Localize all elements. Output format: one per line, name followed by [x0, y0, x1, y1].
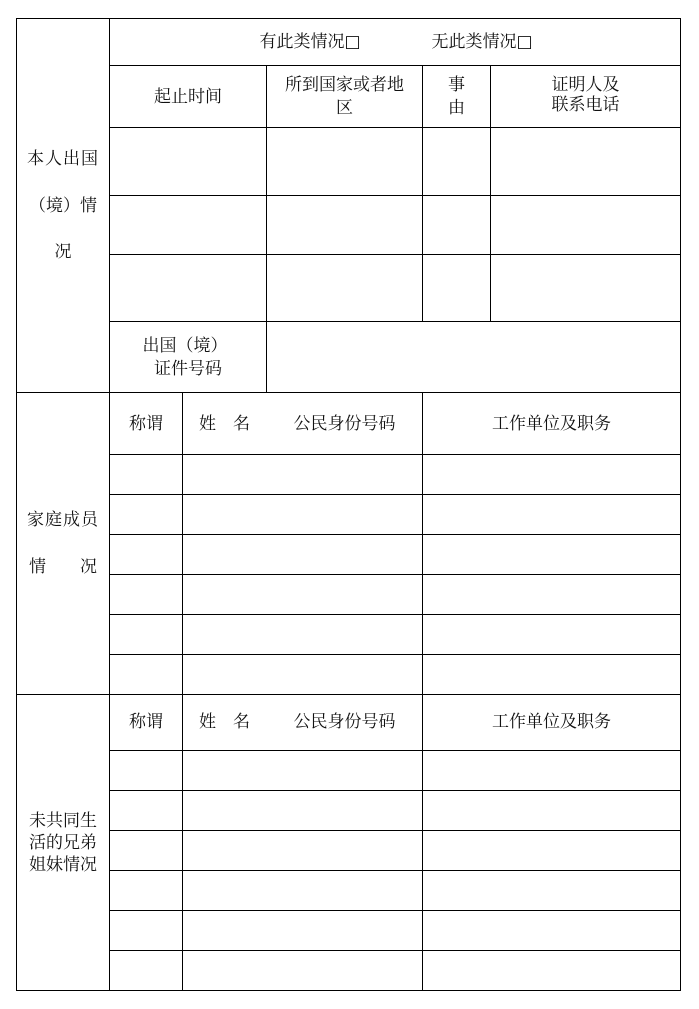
family-row-4[interactable]	[110, 575, 680, 614]
family-row-1[interactable]	[110, 455, 680, 494]
header-witness-line1: 证明人及	[551, 75, 620, 95]
siblings-header-employer: 工作单位及职务	[492, 712, 611, 732]
table-border-bottom	[16, 990, 681, 991]
section-label-abroad-line1: 本人出国	[27, 149, 99, 169]
section-divider	[16, 694, 681, 695]
header-witness-line2: 联系电话	[551, 95, 620, 115]
passport-label-line2: 证件号码	[154, 359, 222, 379]
siblings-row-4[interactable]	[110, 871, 680, 910]
section-divider	[16, 392, 681, 393]
abroad-row-1-destination[interactable]	[267, 128, 422, 195]
header-destination-line1: 所到国家或者地	[285, 75, 404, 95]
abroad-row-1-witness[interactable]	[491, 128, 680, 195]
abroad-row-3-period[interactable]	[110, 255, 266, 321]
section-label-family-line1: 家庭成员	[27, 510, 99, 530]
table-border-right	[680, 18, 681, 991]
status-yes-checkbox[interactable]: 有此类情况□	[259, 32, 361, 52]
table-border-top	[16, 18, 681, 19]
abroad-row-1-reason[interactable]	[423, 128, 490, 195]
family-header-name: 姓 名	[199, 414, 250, 434]
section-label-abroad-line3: 况	[54, 242, 72, 262]
siblings-row-5[interactable]	[110, 911, 680, 950]
header-reason-line1: 事	[448, 75, 465, 95]
passport-label-line1: 出国（境）	[142, 336, 228, 356]
abroad-row-2-reason[interactable]	[423, 196, 490, 254]
status-no-checkbox[interactable]: 无此类情况□	[431, 32, 533, 52]
abroad-row-1-period[interactable]	[110, 128, 266, 195]
header-reason-line2: 由	[448, 98, 465, 118]
passport-number-field[interactable]	[267, 322, 680, 392]
header-destination-line2: 区	[336, 98, 353, 118]
siblings-row-3[interactable]	[110, 831, 680, 870]
abroad-row-3-reason[interactable]	[423, 255, 490, 321]
siblings-header-relation: 称谓	[129, 712, 163, 732]
abroad-row-3-destination[interactable]	[267, 255, 422, 321]
family-row-2[interactable]	[110, 495, 680, 534]
section-label-siblings-line1: 未共同生	[29, 811, 97, 831]
section-label-siblings-line3: 姐妹情况	[29, 855, 97, 875]
divider	[109, 65, 681, 66]
family-header-id-number: 公民身份号码	[293, 414, 396, 434]
abroad-row-3-witness[interactable]	[491, 255, 680, 321]
family-header-employer: 工作单位及职务	[492, 414, 611, 434]
family-header-relation: 称谓	[129, 414, 163, 434]
siblings-row-2[interactable]	[110, 791, 680, 830]
abroad-row-2-period[interactable]	[110, 196, 266, 254]
section-label-family-line2: 情 况	[29, 557, 97, 577]
siblings-header-name: 姓 名	[199, 712, 250, 732]
family-row-6[interactable]	[110, 655, 680, 694]
section-label-abroad-line2: （境）情	[29, 196, 97, 216]
family-row-5[interactable]	[110, 615, 680, 654]
siblings-row-1[interactable]	[110, 751, 680, 790]
header-period: 起止时间	[154, 87, 222, 107]
section-label-siblings-line2: 活的兄弟	[29, 833, 97, 853]
abroad-row-2-destination[interactable]	[267, 196, 422, 254]
family-row-3[interactable]	[110, 535, 680, 574]
siblings-row-6[interactable]	[110, 951, 680, 990]
abroad-row-2-witness[interactable]	[491, 196, 680, 254]
siblings-header-id-number: 公民身份号码	[293, 712, 396, 732]
